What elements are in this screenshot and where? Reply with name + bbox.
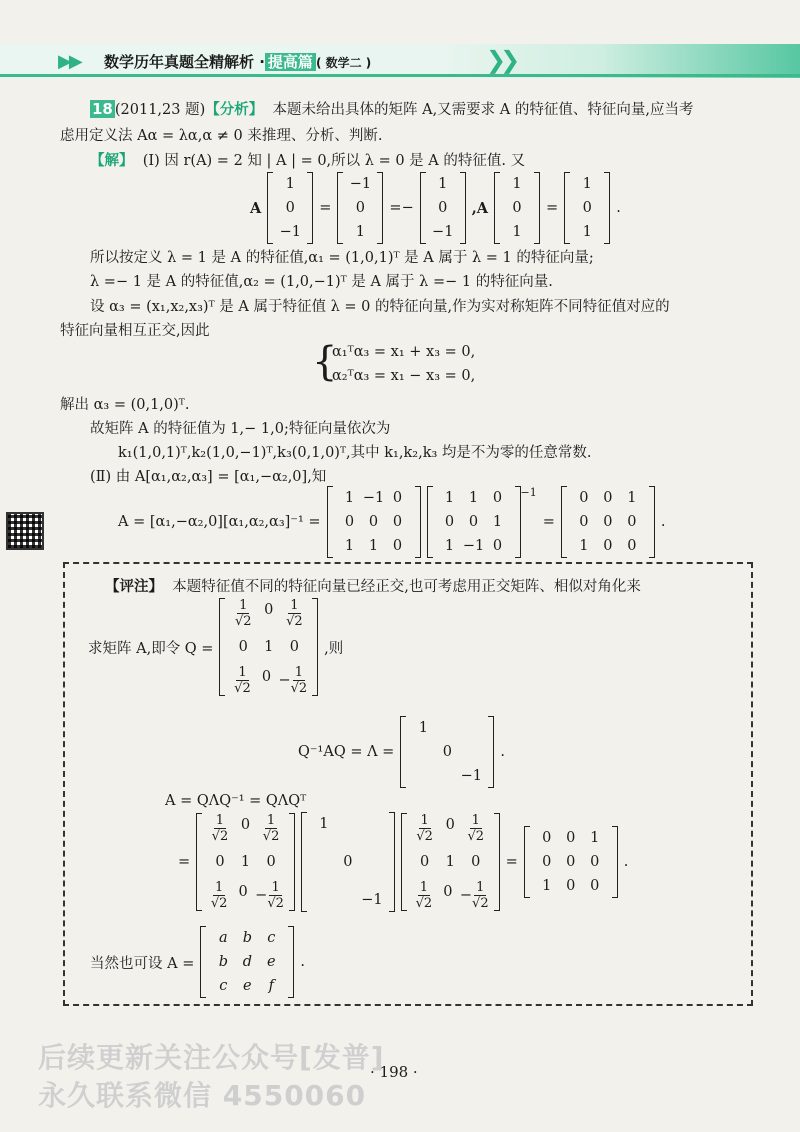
equation-product: = $\frac{1}{√2}$ 0 $\frac{1}{√2}$ 0 1 0 $\frac{1}{√2}$ 0 − $\frac{1}{√2}$ 1 0 −1 $\frac{1}{√2}$ 0 $\frac{1}{√2}$ 0 1 0 $\frac{1}{√2}$ 0 − $\frac{1}{√2}$ = 0 0 1 0 0 0 1 0 0 . — [178, 813, 629, 911]
system-eq-1: α₁ᵀα₃ = x₁ + x₃ = 0, — [332, 344, 476, 360]
note-line-1: 【评注】 本题特征值不同的特征向量已经正交,也可考虑用正交矩阵、相似对角化来 — [105, 578, 641, 595]
system-eq-2: α₂ᵀα₃ = x₁ − x₃ = 0, — [332, 368, 476, 384]
vector-1: 1 0 −1 — [267, 172, 313, 244]
system-brace: { — [312, 339, 338, 385]
analysis-text: 本题未给出具体的矩阵 A,又需要求 A 的特征值、特征向量,应当考 — [272, 102, 694, 118]
matrix-m2: 1 1 0 0 0 1 1 −1 0 — [427, 486, 521, 558]
solution-line-3: λ =− 1 是 A 的特征值,α₂ = (1,0,−1)ᵀ 是 A 属于 λ =− 1 的特征向量. — [90, 274, 553, 290]
matrix-result: 0 0 1 0 0 0 1 0 0 — [524, 826, 618, 898]
header-title: 数学历年真题全精解析 · 提高篇 ( 数学二 ) — [104, 53, 372, 71]
solution-line-4: 设 α₃ = (x₁,x₂,x₃)ᵀ 是 A 属于特征值 λ = 0 的特征向量,作为实对称矩阵不同特征值对应的 — [90, 299, 670, 315]
header-chevron-icon: ❯❯ — [486, 46, 515, 74]
page-number: · 198 · — [370, 1063, 418, 1081]
analysis-tag: 【分析】 — [205, 101, 264, 118]
header-arrows-icon: ▶▶ — [58, 51, 80, 72]
matrix-Q-right: $\frac{1}{√2}$ 0 $\frac{1}{√2}$ 0 1 0 $\frac{1}{√2}$ 0 − $\frac{1}{√2}$ — [401, 813, 500, 911]
watermark-line-1: 后续更新关注公众号[发普] — [38, 1041, 385, 1074]
equation-Q-def: 求矩阵 A,即令 Q = $\frac{1}{√2}$ 0 $\frac{1}{√2}$ 0 1 0 $\frac{1}{√2}$ 0 − $\frac{1}{√2}$ ,则 — [88, 598, 344, 696]
header-badge: 提高篇 — [265, 53, 316, 71]
equation-symmetric: 当然也可设 A = a b c b d e c e f . — [90, 926, 305, 998]
equation-A-QLQ: A = QΛQ⁻¹ = QΛQᵀ — [165, 793, 307, 809]
analysis-text-2: 虑用定义法 Aα = λα,α ≠ 0 来推理、分析、判断. — [60, 128, 383, 144]
vector-4: 1 0 1 — [494, 172, 540, 244]
solution-line-7: 故矩阵 A 的特征值为 1,− 1,0;特征向量依次为 — [90, 421, 391, 437]
matrix-symmetric: a b c b d e c e f — [200, 926, 294, 998]
problem-heading — [90, 98, 693, 119]
header-rule — [0, 74, 800, 77]
matrix-Q: $\frac{1}{√2}$ 0 $\frac{1}{√2}$ 0 1 0 $\frac{1}{√2}$ 0 − $\frac{1}{√2}$ — [219, 598, 318, 696]
solution-line-8: k₁(1,0,1)ᵀ,k₂(1,0,−1)ᵀ,k₃(0,1,0)ᵀ,其中 k₁,k₂,k₃ 均是不为零的任意常数. — [118, 445, 592, 461]
equation-eigen-check: A 1 0 −1 = −1 0 1 =− 1 0 −1 ,A 1 0 1 = 1 0 1 . — [250, 172, 621, 244]
matrix-Lambda-mid: 1 0 −1 — [301, 812, 395, 912]
solution-line-1: 【解】 (Ⅰ) 因 r(A) = 2 知 | A | = 0,所以 λ = 0 是 A 的特征值. 又 — [90, 152, 526, 169]
solution-line-6: 解出 α₃ = (0,1,0)ᵀ. — [60, 397, 190, 413]
matrix-m3: 0 0 1 0 0 0 1 0 0 — [561, 486, 655, 558]
equation-matrix-A: A = [α₁,−α₂,0][α₁,α₂,α₃]⁻¹ = 1 −1 0 0 0 0 1 1 0 1 1 0 0 0 1 1 −1 0 $^{-1}$ = 0 0 1 0 0 0 1 0 0 . — [118, 486, 666, 558]
vector-3: 1 0 −1 — [420, 172, 466, 244]
vector-2: −1 0 1 — [337, 172, 383, 244]
equation-diagonalization: Q⁻¹AQ = Λ = 1 0 −1 . — [298, 716, 505, 788]
inverse-superscript: −1 — [520, 486, 537, 499]
watermark-line-2: 永久联系微信 4550060 — [38, 1079, 367, 1112]
page-header — [0, 44, 800, 78]
note-tag: 【评注】 — [105, 578, 163, 595]
qr-code-icon — [6, 512, 44, 550]
solution-tag: 【解】 — [90, 152, 134, 169]
problem-number: 18 — [92, 100, 113, 118]
vector-5: 1 0 1 — [564, 172, 610, 244]
matrix-m1: 1 −1 0 0 0 0 1 1 0 — [327, 486, 421, 558]
solution-line-5: 特征向量相互正交,因此 — [60, 323, 210, 339]
header-subtitle: ( 数学二 ) — [315, 56, 372, 70]
matrix-Lambda: 1 0 −1 — [400, 716, 494, 788]
solution-line-9: (Ⅱ) 由 A[α₁,α₂,α₃] = [α₁,−α₂,0],知 — [90, 469, 327, 485]
solution-line-2: 所以按定义 λ = 1 是 A 的特征值,α₁ = (1,0,1)ᵀ 是 A 属于 λ = 1 的特征向量; — [90, 250, 594, 266]
problem-ref: (2011,23 题) — [114, 102, 206, 118]
matrix-Q-left: $\frac{1}{√2}$ 0 $\frac{1}{√2}$ 0 1 0 $\frac{1}{√2}$ 0 − $\frac{1}{√2}$ — [196, 813, 295, 911]
